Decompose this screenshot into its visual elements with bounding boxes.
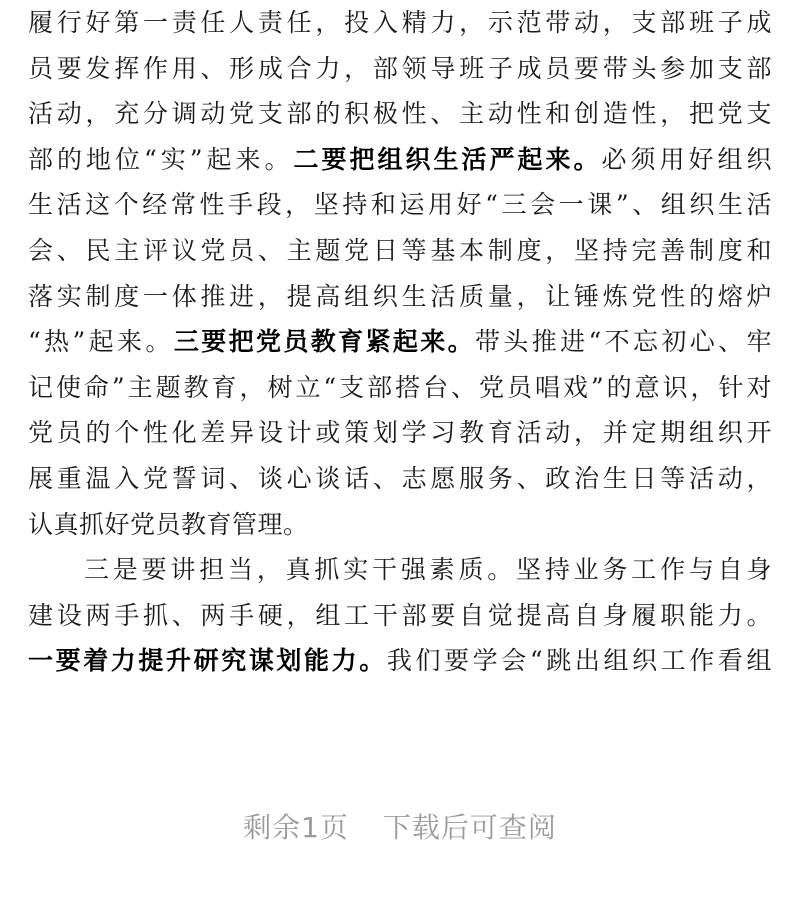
text-line: [28, 137, 772, 183]
body-text: 三是要讲担当，真抓实干强素质。坚持业务工作与自身: [84, 555, 772, 585]
body-text: 生活这个经常性手段，坚持和运用好“三会一课”、组织生活: [28, 190, 772, 220]
body-text: 带头推进“不忘初心、牢: [474, 327, 772, 357]
body-text: 员要发挥作用、形成合力，部领导班子成员要带头参加支部: [28, 53, 772, 83]
body-text: 落实制度一体推进，提高组织生活质量，让锤炼党性的熔炉: [28, 281, 772, 311]
text-line: [28, 228, 772, 274]
bold-heading-text: 一要着力提升研究谋划能力。: [28, 646, 387, 676]
body-text: 履行好第一责任人责任，投入精力，示范带动，支部班子成: [28, 8, 772, 37]
bold-heading-text: 三要把党员教育紧起来。: [173, 327, 475, 357]
text-line: [28, 46, 772, 92]
body-text: 会、民主评议党员、主题党日等基本制度，坚持完善制度和: [28, 235, 772, 265]
text-line: [28, 456, 772, 502]
body-text: 必须用好组织: [601, 144, 772, 174]
text-line: [28, 638, 772, 684]
body-text: 党员的个性化差异设计或策划学习教育活动，并定期组织开: [28, 418, 772, 448]
body-text: 部的地位“实”起来。: [28, 144, 294, 174]
body-text: 我们要学会“跳出组织工作看组: [386, 646, 772, 676]
document-body: [28, 0, 772, 684]
text-line: [28, 593, 772, 639]
text-line: [28, 547, 772, 593]
body-text: 建设两手抓、两手硬，组工干部要自觉提高自身履职能力。: [28, 600, 772, 630]
text-line: [28, 365, 772, 411]
text-line: [28, 319, 772, 365]
download-hint-label: 下载后可查阅: [382, 811, 557, 844]
body-text: 活动，充分调动党支部的积极性、主动性和创造性，把党支: [28, 99, 772, 129]
text-line: [28, 274, 772, 320]
body-text: 记使命”主题教育，树立“支部搭台、党员唱戏”的意识，针对: [28, 372, 772, 402]
text-line: [28, 410, 772, 456]
text-line: [28, 182, 772, 228]
text-line: [28, 0, 772, 46]
download-prompt[interactable]: [0, 806, 800, 846]
text-line: [28, 91, 772, 137]
body-text: 展重温入党誓词、谈心谈话、志愿服务、政治生日等活动，: [28, 463, 772, 493]
remaining-pages-label: 剩余1页: [243, 811, 349, 844]
body-text: 认真抓好党员教育管理。: [28, 509, 309, 539]
text-line: [28, 502, 772, 548]
bold-heading-text: 二要把组织生活严起来。: [293, 144, 602, 174]
body-text: “热”起来。: [28, 327, 174, 357]
